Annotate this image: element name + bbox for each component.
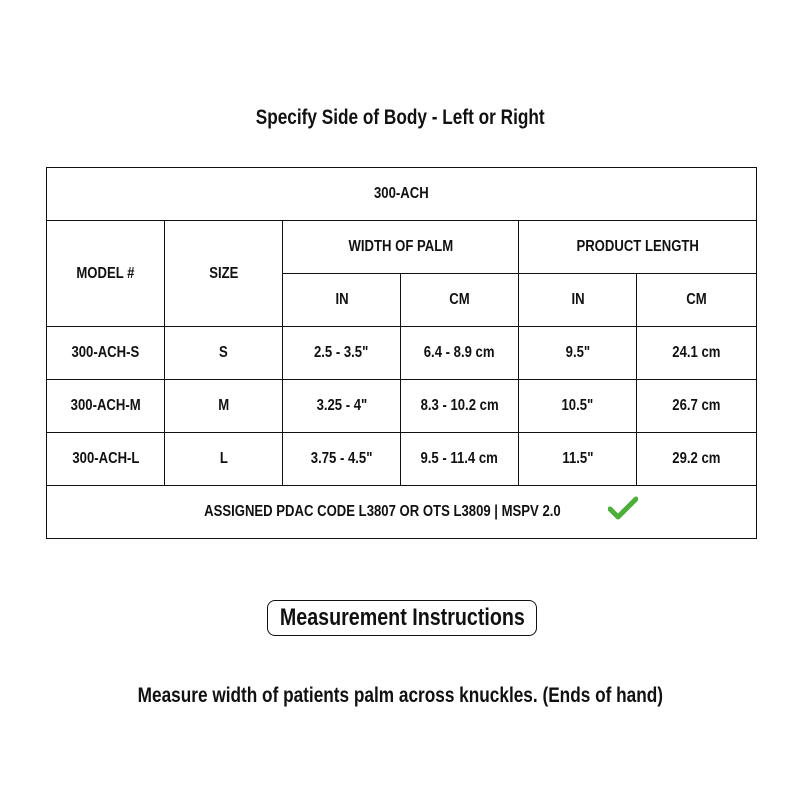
subtitle: Specify Side of Body - Left or Right	[255, 106, 545, 129]
header-width-in: IN	[283, 274, 401, 327]
cell-model: 300-ACH-L	[47, 433, 165, 486]
cell-width-cm: 8.3 - 10.2 cm	[401, 380, 519, 433]
measurement-instructions-text: Measure width of patients palm across knuckles. (Ends of hand)	[137, 684, 663, 707]
table-title: 300-ACH	[47, 168, 757, 221]
cell-size: L	[165, 433, 283, 486]
cell-length-in: 9.5"	[519, 327, 637, 380]
table-row	[47, 433, 757, 486]
cell-width-cm: 9.5 - 11.4 cm	[401, 433, 519, 486]
measurement-instructions-heading: Measurement Instructions	[267, 600, 537, 636]
cell-width-cm: 6.4 - 8.9 cm	[401, 327, 519, 380]
header-length-in: IN	[519, 274, 637, 327]
cell-model: 300-ACH-M	[47, 380, 165, 433]
table-row	[47, 380, 757, 433]
footer-pdac-code: ASSIGNED PDAC CODE L3807 OR OTS L3809 | MSPV 2.0	[47, 486, 757, 539]
cell-size: S	[165, 327, 283, 380]
cell-model: 300-ACH-S	[47, 327, 165, 380]
size-table	[46, 167, 757, 539]
cell-length-in: 10.5"	[519, 380, 637, 433]
cell-width-in: 3.75 - 4.5"	[283, 433, 401, 486]
header-width-cm: CM	[401, 274, 519, 327]
table-row	[47, 327, 757, 380]
cell-width-in: 2.5 - 3.5"	[283, 327, 401, 380]
cell-width-in: 3.25 - 4"	[283, 380, 401, 433]
check-icon	[608, 496, 638, 525]
header-length-cm: CM	[637, 274, 757, 327]
header-width-of-palm: WIDTH OF PALM	[283, 221, 519, 274]
header-model: MODEL #	[47, 221, 165, 327]
cell-length-cm: 24.1 cm	[637, 327, 757, 380]
cell-size: M	[165, 380, 283, 433]
header-size: SIZE	[165, 221, 283, 327]
cell-length-cm: 29.2 cm	[637, 433, 757, 486]
header-product-length: PRODUCT LENGTH	[519, 221, 757, 274]
cell-length-cm: 26.7 cm	[637, 380, 757, 433]
cell-length-in: 11.5"	[519, 433, 637, 486]
